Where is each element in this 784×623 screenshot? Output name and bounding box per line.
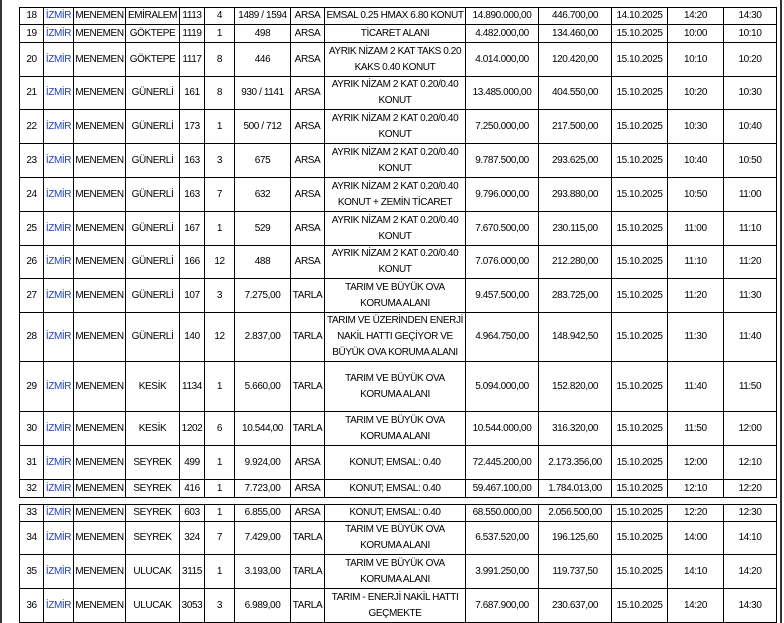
cell-parsel: 3	[205, 144, 235, 178]
cell-nitelik: ARSA	[291, 110, 325, 144]
cell-no: 28	[20, 313, 44, 362]
cell-il: İZMİR	[44, 110, 74, 144]
cell-mahalle: GÜNERLİ	[126, 279, 180, 313]
cell-mahalle: GÜNERLİ	[126, 246, 180, 279]
cell-tarih: 15.10.2025	[612, 480, 668, 498]
cell-parsel: 4	[205, 8, 235, 25]
cell-no: 29	[20, 362, 44, 412]
cell-ada: 603	[180, 505, 205, 522]
cell-teminat: 134.460,00	[539, 25, 612, 43]
cell-teminat: 119.737,50	[539, 555, 612, 589]
cell-ilce: MENEMEN	[74, 279, 126, 313]
table-row	[20, 412, 777, 446]
cell-ilce: MENEMEN	[74, 110, 126, 144]
cell-tarih: 15.10.2025	[612, 589, 668, 623]
cell-nitelik: ARSA	[291, 77, 325, 110]
table-row	[20, 313, 777, 362]
cell-tarih: 15.10.2025	[612, 77, 668, 110]
cell-parsel: 3	[205, 279, 235, 313]
cell-bitis: 11:30	[724, 279, 777, 313]
cell-parsel: 12	[205, 313, 235, 362]
cell-bedel: 9.787.500,00	[466, 144, 539, 178]
table-row	[20, 505, 777, 522]
table-row	[20, 246, 777, 279]
cell-alan: 6.989,00	[235, 589, 291, 623]
cell-ilce: MENEMEN	[74, 77, 126, 110]
cell-ada: 166	[180, 246, 205, 279]
cell-imar: TARIM VE BÜYÜK OVA KORUMA ALANI	[325, 279, 466, 313]
auction-table-part-2	[19, 504, 777, 623]
table-row	[20, 362, 777, 412]
cell-parsel: 7	[205, 178, 235, 212]
cell-ilce: MENEMEN	[74, 446, 126, 480]
cell-tarih: 15.10.2025	[612, 412, 668, 446]
cell-imar: KONUT; EMSAL: 0.40	[325, 480, 466, 498]
cell-mahalle: GÜNERLİ	[126, 313, 180, 362]
table-row	[20, 178, 777, 212]
cell-imar: TARIM VE ÜZERİNDEN ENERJİ NAKİL HATTI GEÇİYOR VE BÜYÜK OVA KORUMA ALANI	[325, 313, 466, 362]
cell-parsel: 12	[205, 246, 235, 279]
cell-bitis: 11:40	[724, 313, 777, 362]
cell-nitelik: TARLA	[291, 313, 325, 362]
cell-baslangic: 14:10	[668, 555, 724, 589]
cell-bitis: 11:20	[724, 246, 777, 279]
cell-mahalle: GÖKTEPE	[126, 43, 180, 77]
cell-baslangic: 14:00	[668, 522, 724, 555]
cell-il: İZMİR	[44, 178, 74, 212]
cell-alan: 446	[235, 43, 291, 77]
cell-alan: 632	[235, 178, 291, 212]
cell-ilce: MENEMEN	[74, 522, 126, 555]
cell-baslangic: 10:10	[668, 43, 724, 77]
cell-nitelik: ARSA	[291, 43, 325, 77]
cell-baslangic: 10:50	[668, 178, 724, 212]
cell-il: İZMİR	[44, 313, 74, 362]
cell-alan: 500 / 712	[235, 110, 291, 144]
cell-ada: 416	[180, 480, 205, 498]
cell-teminat: 293.880,00	[539, 178, 612, 212]
cell-tarih: 15.10.2025	[612, 246, 668, 279]
cell-nitelik: ARSA	[291, 178, 325, 212]
cell-baslangic: 12:00	[668, 446, 724, 480]
cell-nitelik: ARSA	[291, 505, 325, 522]
cell-baslangic: 10:00	[668, 25, 724, 43]
cell-nitelik: TARLA	[291, 362, 325, 412]
cell-tarih: 15.10.2025	[612, 446, 668, 480]
auction-table-part-1	[19, 7, 777, 498]
cell-tarih: 15.10.2025	[612, 279, 668, 313]
cell-nitelik: TARLA	[291, 412, 325, 446]
cell-no: 33	[20, 505, 44, 522]
cell-alan: 3.193,00	[235, 555, 291, 589]
cell-baslangic: 12:20	[668, 505, 724, 522]
cell-nitelik: TARLA	[291, 555, 325, 589]
table-row	[20, 144, 777, 178]
cell-nitelik: ARSA	[291, 212, 325, 246]
cell-parsel: 1	[205, 505, 235, 522]
cell-mahalle: GÖKTEPE	[126, 25, 180, 43]
cell-il: İZMİR	[44, 555, 74, 589]
cell-bedel: 59.467.100,00	[466, 480, 539, 498]
cell-teminat: 230.637,00	[539, 589, 612, 623]
cell-nitelik: TARLA	[291, 522, 325, 555]
cell-bedel: 7.670.500,00	[466, 212, 539, 246]
cell-imar: AYRIK NİZAM 2 KAT 0.20/0.40 KONUT + ZEMİN TİCARET	[325, 178, 466, 212]
cell-alan: 2.837,00	[235, 313, 291, 362]
cell-mahalle: KESİK	[126, 362, 180, 412]
table-row	[20, 110, 777, 144]
cell-tarih: 15.10.2025	[612, 178, 668, 212]
cell-il: İZMİR	[44, 522, 74, 555]
cell-imar: TARIM - ENERJİ NAKİL HATTI GEÇMEKTE	[325, 589, 466, 623]
cell-ada: 163	[180, 178, 205, 212]
cell-teminat: 196.125,60	[539, 522, 612, 555]
cell-alan: 488	[235, 246, 291, 279]
cell-no: 35	[20, 555, 44, 589]
cell-nitelik: ARSA	[291, 446, 325, 480]
cell-parsel: 1	[205, 362, 235, 412]
cell-bitis: 12:30	[724, 505, 777, 522]
cell-tarih: 15.10.2025	[612, 43, 668, 77]
cell-bitis: 12:00	[724, 412, 777, 446]
cell-mahalle: SEYREK	[126, 446, 180, 480]
cell-no: 21	[20, 77, 44, 110]
cell-no: 24	[20, 178, 44, 212]
cell-no: 19	[20, 25, 44, 43]
cell-tarih: 14.10.2025	[612, 8, 668, 25]
cell-alan: 7.275,00	[235, 279, 291, 313]
cell-nitelik: ARSA	[291, 480, 325, 498]
cell-il: İZMİR	[44, 279, 74, 313]
cell-nitelik: TARLA	[291, 589, 325, 623]
cell-bitis: 10:10	[724, 25, 777, 43]
cell-bedel: 68.550.000,00	[466, 505, 539, 522]
cell-teminat: 152.820,00	[539, 362, 612, 412]
cell-nitelik: ARSA	[291, 246, 325, 279]
table-row	[20, 77, 777, 110]
cell-bedel: 9.457.500,00	[466, 279, 539, 313]
cell-parsel: 8	[205, 77, 235, 110]
cell-bitis: 14:20	[724, 555, 777, 589]
cell-parsel: 6	[205, 412, 235, 446]
cell-mahalle: GÜNERLİ	[126, 144, 180, 178]
cell-ilce: MENEMEN	[74, 43, 126, 77]
cell-mahalle: SEYREK	[126, 480, 180, 498]
cell-baslangic: 10:30	[668, 110, 724, 144]
table-row	[20, 555, 777, 589]
cell-bitis: 10:20	[724, 43, 777, 77]
cell-imar: TARIM VE BÜYÜK OVA KORUMA ALANI	[325, 522, 466, 555]
cell-ada: 3115	[180, 555, 205, 589]
cell-ada: 161	[180, 77, 205, 110]
cell-parsel: 7	[205, 522, 235, 555]
cell-parsel: 1	[205, 480, 235, 498]
table-row	[20, 25, 777, 43]
cell-ada: 173	[180, 110, 205, 144]
cell-ilce: MENEMEN	[74, 412, 126, 446]
cell-no: 25	[20, 212, 44, 246]
cell-no: 32	[20, 480, 44, 498]
cell-imar: KONUT; EMSAL: 0.40	[325, 505, 466, 522]
cell-mahalle: EMİRALEM	[126, 8, 180, 25]
cell-baslangic: 11:20	[668, 279, 724, 313]
cell-parsel: 8	[205, 43, 235, 77]
cell-parsel: 1	[205, 446, 235, 480]
cell-bitis: 10:40	[724, 110, 777, 144]
cell-alan: 7.723,00	[235, 480, 291, 498]
cell-bitis: 10:30	[724, 77, 777, 110]
cell-bedel: 14.890.000,00	[466, 8, 539, 25]
cell-mahalle: SEYREK	[126, 522, 180, 555]
cell-il: İZMİR	[44, 589, 74, 623]
cell-imar: TARIM VE BÜYÜK OVA KORUMA ALANI	[325, 412, 466, 446]
cell-bitis: 12:20	[724, 480, 777, 498]
cell-tarih: 15.10.2025	[612, 555, 668, 589]
cell-mahalle: GÜNERLİ	[126, 110, 180, 144]
cell-ilce: MENEMEN	[74, 589, 126, 623]
cell-no: 18	[20, 8, 44, 25]
cell-ada: 1134	[180, 362, 205, 412]
cell-tarih: 15.10.2025	[612, 522, 668, 555]
cell-ilce: MENEMEN	[74, 555, 126, 589]
cell-imar: TARIM VE BÜYÜK OVA KORUMA ALANI	[325, 362, 466, 412]
cell-no: 27	[20, 279, 44, 313]
cell-teminat: 446.700,00	[539, 8, 612, 25]
cell-ilce: MENEMEN	[74, 362, 126, 412]
table-row	[20, 279, 777, 313]
cell-ada: 1117	[180, 43, 205, 77]
cell-tarih: 15.10.2025	[612, 313, 668, 362]
cell-nitelik: TARLA	[291, 279, 325, 313]
table-row	[20, 589, 777, 623]
cell-no: 36	[20, 589, 44, 623]
cell-bitis: 14:10	[724, 522, 777, 555]
cell-bedel: 6.537.520,00	[466, 522, 539, 555]
cell-alan: 529	[235, 212, 291, 246]
cell-alan: 10.544,00	[235, 412, 291, 446]
cell-bedel: 3.991.250,00	[466, 555, 539, 589]
cell-tarih: 15.10.2025	[612, 25, 668, 43]
cell-imar: AYRIK NİZAM 2 KAT 0.20/0.40 KONUT	[325, 110, 466, 144]
cell-bitis: 10:50	[724, 144, 777, 178]
cell-parsel: 1	[205, 555, 235, 589]
cell-il: İZMİR	[44, 77, 74, 110]
table-row	[20, 212, 777, 246]
cell-teminat: 283.725,00	[539, 279, 612, 313]
cell-baslangic: 10:40	[668, 144, 724, 178]
cell-tarih: 15.10.2025	[612, 362, 668, 412]
cell-no: 20	[20, 43, 44, 77]
cell-mahalle: KESİK	[126, 412, 180, 446]
table-row	[20, 480, 777, 498]
cell-parsel: 1	[205, 212, 235, 246]
cell-mahalle: GÜNERLİ	[126, 212, 180, 246]
page-edge-left	[0, 0, 2, 623]
cell-teminat: 230.115,00	[539, 212, 612, 246]
cell-ada: 3053	[180, 589, 205, 623]
cell-ilce: MENEMEN	[74, 178, 126, 212]
cell-il: İZMİR	[44, 362, 74, 412]
cell-baslangic: 11:50	[668, 412, 724, 446]
cell-ilce: MENEMEN	[74, 8, 126, 25]
cell-il: İZMİR	[44, 246, 74, 279]
cell-imar: TİCARET ALANI	[325, 25, 466, 43]
cell-baslangic: 10:20	[668, 77, 724, 110]
cell-imar: AYRIK NİZAM 2 KAT 0.20/0.40 KONUT	[325, 212, 466, 246]
cell-tarih: 15.10.2025	[612, 212, 668, 246]
cell-bitis: 11:10	[724, 212, 777, 246]
cell-teminat: 120.420,00	[539, 43, 612, 77]
cell-bedel: 5.094.000,00	[466, 362, 539, 412]
cell-ilce: MENEMEN	[74, 212, 126, 246]
cell-teminat: 148.942,50	[539, 313, 612, 362]
cell-ada: 1119	[180, 25, 205, 43]
cell-imar: TARIM VE BÜYÜK OVA KORUMA ALANI	[325, 555, 466, 589]
cell-ada: 1202	[180, 412, 205, 446]
cell-bedel: 4.482.000,00	[466, 25, 539, 43]
cell-no: 30	[20, 412, 44, 446]
cell-bedel: 9.796.000,00	[466, 178, 539, 212]
cell-alan: 1489 / 1594	[235, 8, 291, 25]
cell-teminat: 217.500,00	[539, 110, 612, 144]
cell-parsel: 1	[205, 110, 235, 144]
cell-il: İZMİR	[44, 505, 74, 522]
cell-ada: 167	[180, 212, 205, 246]
cell-bedel: 10.544.000,00	[466, 412, 539, 446]
cell-teminat: 212.280,00	[539, 246, 612, 279]
cell-alan: 7.429,00	[235, 522, 291, 555]
table-row	[20, 522, 777, 555]
cell-baslangic: 11:00	[668, 212, 724, 246]
cell-ada: 107	[180, 279, 205, 313]
cell-mahalle: GÜNERLİ	[126, 77, 180, 110]
cell-bitis: 12:10	[724, 446, 777, 480]
cell-il: İZMİR	[44, 446, 74, 480]
cell-teminat: 2.056.500,00	[539, 505, 612, 522]
cell-nitelik: ARSA	[291, 8, 325, 25]
cell-baslangic: 14:20	[668, 589, 724, 623]
cell-bedel: 72.445.200,00	[466, 446, 539, 480]
cell-il: İZMİR	[44, 144, 74, 178]
cell-alan: 6.855,00	[235, 505, 291, 522]
cell-imar: AYRIK NİZAM 2 KAT 0.20/0.40 KONUT	[325, 144, 466, 178]
cell-bitis: 11:00	[724, 178, 777, 212]
cell-il: İZMİR	[44, 412, 74, 446]
cell-ilce: MENEMEN	[74, 144, 126, 178]
cell-tarih: 15.10.2025	[612, 144, 668, 178]
cell-baslangic: 11:40	[668, 362, 724, 412]
cell-il: İZMİR	[44, 212, 74, 246]
cell-no: 22	[20, 110, 44, 144]
cell-il: İZMİR	[44, 8, 74, 25]
cell-ilce: MENEMEN	[74, 505, 126, 522]
cell-mahalle: GÜNERLİ	[126, 178, 180, 212]
cell-il: İZMİR	[44, 43, 74, 77]
cell-nitelik: ARSA	[291, 25, 325, 43]
cell-ilce: MENEMEN	[74, 480, 126, 498]
cell-ada: 324	[180, 522, 205, 555]
cell-ada: 140	[180, 313, 205, 362]
cell-ada: 1113	[180, 8, 205, 25]
cell-alan: 9.924,00	[235, 446, 291, 480]
cell-parsel: 3	[205, 589, 235, 623]
table-row	[20, 8, 777, 25]
cell-bedel: 13.485.000,00	[466, 77, 539, 110]
cell-bedel: 7.076.000,00	[466, 246, 539, 279]
cell-alan: 5.660,00	[235, 362, 291, 412]
cell-imar: AYRIK NİZAM 2 KAT TAKS 0.20 KAKS 0.40 KONUT	[325, 43, 466, 77]
cell-teminat: 316.320,00	[539, 412, 612, 446]
cell-baslangic: 14:20	[668, 8, 724, 25]
cell-no: 26	[20, 246, 44, 279]
cell-teminat: 293.625,00	[539, 144, 612, 178]
cell-no: 34	[20, 522, 44, 555]
cell-ilce: MENEMEN	[74, 313, 126, 362]
cell-teminat: 2.173.356,00	[539, 446, 612, 480]
cell-il: İZMİR	[44, 480, 74, 498]
cell-bitis: 14:30	[724, 8, 777, 25]
cell-ada: 499	[180, 446, 205, 480]
cell-no: 23	[20, 144, 44, 178]
cell-mahalle: SEYREK	[126, 505, 180, 522]
cell-imar: KONUT; EMSAL: 0.40	[325, 446, 466, 480]
table-row	[20, 446, 777, 480]
cell-ilce: MENEMEN	[74, 246, 126, 279]
cell-il: İZMİR	[44, 25, 74, 43]
cell-teminat: 1.784.013,00	[539, 480, 612, 498]
cell-imar: EMSAL 0.25 HMAX 6.80 KONUT	[325, 8, 466, 25]
cell-tarih: 15.10.2025	[612, 505, 668, 522]
page-edge-right	[780, 0, 782, 623]
cell-bedel: 7.250.000,00	[466, 110, 539, 144]
table-row	[20, 43, 777, 77]
cell-bitis: 11:50	[724, 362, 777, 412]
cell-nitelik: ARSA	[291, 144, 325, 178]
cell-no: 31	[20, 446, 44, 480]
cell-bitis: 14:30	[724, 589, 777, 623]
cell-bedel: 7.687.900,00	[466, 589, 539, 623]
cell-imar: AYRIK NİZAM 2 KAT 0.20/0.40 KONUT	[325, 77, 466, 110]
cell-alan: 498	[235, 25, 291, 43]
cell-teminat: 404.550,00	[539, 77, 612, 110]
cell-bedel: 4.014.000,00	[466, 43, 539, 77]
cell-parsel: 1	[205, 25, 235, 43]
cell-alan: 675	[235, 144, 291, 178]
cell-ada: 163	[180, 144, 205, 178]
cell-mahalle: ULUCAK	[126, 589, 180, 623]
cell-baslangic: 11:10	[668, 246, 724, 279]
cell-tarih: 15.10.2025	[612, 110, 668, 144]
table-wrapper	[19, 0, 776, 623]
cell-baslangic: 12:10	[668, 480, 724, 498]
cell-baslangic: 11:30	[668, 313, 724, 362]
cell-ilce: MENEMEN	[74, 25, 126, 43]
cell-bedel: 4.964.750,00	[466, 313, 539, 362]
cell-imar: AYRIK NİZAM 2 KAT 0.20/0.40 KONUT	[325, 246, 466, 279]
cell-mahalle: ULUCAK	[126, 555, 180, 589]
cell-alan: 930 / 1141	[235, 77, 291, 110]
